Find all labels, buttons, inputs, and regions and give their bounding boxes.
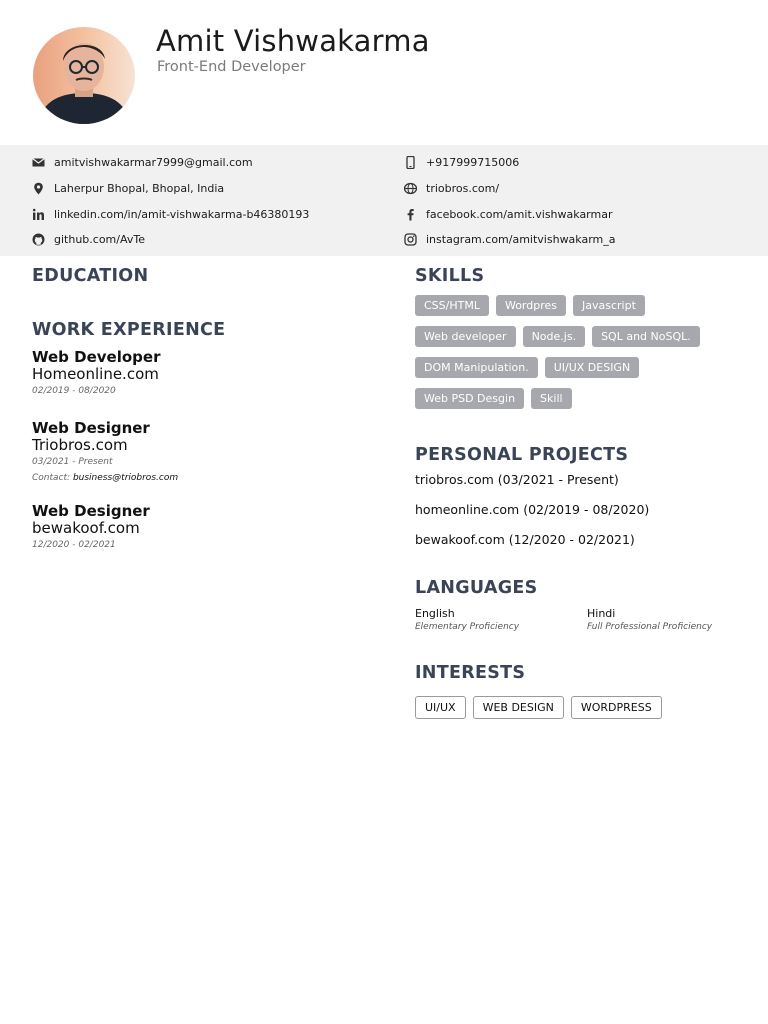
resume-header <box>0 0 768 145</box>
facebook-text[interactable]: facebook.com/amit.vishwakarmar <box>426 207 613 221</box>
skill-tag: SQL and NoSQL. <box>592 326 700 347</box>
avatar <box>33 27 135 124</box>
language-level: Full Professional Proficiency <box>587 622 713 632</box>
personal-projects-heading: PERSONAL PROJECTS <box>415 445 629 465</box>
candidate-role: Front-End Developer <box>157 59 306 75</box>
website-text[interactable]: triobros.com/ <box>426 181 500 195</box>
contact-facebook[interactable] <box>404 206 613 222</box>
work-experience-heading: WORK EXPERIENCE <box>32 320 226 340</box>
job-title: Web Designer <box>32 502 150 520</box>
location-pin-icon <box>32 182 45 195</box>
job-contact <box>32 473 178 483</box>
language-name: Hindi <box>587 607 616 620</box>
skill-row <box>415 326 735 347</box>
linkedin-icon <box>32 208 45 221</box>
project-item: bewakoof.com (12/2020 - 02/2021) <box>415 532 635 547</box>
phone-text[interactable]: +917999715006 <box>426 155 520 169</box>
envelope-icon <box>32 156 45 169</box>
interest-tag: UI/UX <box>415 696 466 719</box>
skills-list <box>415 295 735 419</box>
skill-tag: UI/UX DESIGN <box>545 357 639 378</box>
job-dates: 02/2019 - 08/2020 <box>32 386 116 396</box>
skill-tag: DOM Manipulation. <box>415 357 538 378</box>
address-text: Laherpur Bhopal, Bhopal, India <box>54 181 225 195</box>
job-company: Homeonline.com <box>32 365 159 383</box>
skill-tag: Web PSD Desgin <box>415 388 524 409</box>
skill-tag: Wordpres <box>496 295 566 316</box>
project-item: triobros.com (03/2021 - Present) <box>415 472 619 487</box>
contact-phone[interactable] <box>404 154 519 170</box>
facebook-icon <box>404 208 417 221</box>
contact-github[interactable] <box>32 231 145 247</box>
job-company: bewakoof.com <box>32 519 140 537</box>
language-level: Elementary Proficiency <box>415 622 520 632</box>
job-company: Triobros.com <box>32 436 128 454</box>
skill-tag: Javascript <box>573 295 645 316</box>
phone-icon <box>404 156 417 169</box>
skill-row <box>415 357 735 378</box>
interests-heading: INTERESTS <box>415 663 526 683</box>
job-dates: 03/2021 - Present <box>32 457 113 467</box>
skill-row <box>415 388 735 409</box>
job-title: Web Developer <box>32 348 161 366</box>
interests-list <box>415 696 669 719</box>
languages-heading: LANGUAGES <box>415 578 538 598</box>
github-text[interactable]: github.com/AvTe <box>54 232 145 246</box>
interest-tag: WORDPRESS <box>571 696 662 719</box>
contact-linkedin[interactable] <box>32 206 309 222</box>
skill-tag: Web developer <box>415 326 516 347</box>
job-title: Web Designer <box>32 419 150 437</box>
contact-address <box>32 180 224 196</box>
job-dates: 12/2020 - 02/2021 <box>32 540 116 550</box>
language-name: English <box>415 607 455 620</box>
contact-instagram[interactable] <box>404 231 616 247</box>
job-contact-label: Contact: <box>32 473 71 483</box>
skill-tag: Skill <box>531 388 572 409</box>
avatar-photo <box>33 27 135 124</box>
email-text[interactable]: amitvishwakarmar7999@gmail.com <box>54 155 253 169</box>
project-item: homeonline.com (02/2019 - 08/2020) <box>415 502 650 517</box>
interest-tag: WEB DESIGN <box>473 696 564 719</box>
linkedin-text[interactable]: linkedin.com/in/amit-vishwakarma-b46380193 <box>54 207 310 221</box>
skill-tag: Node.js. <box>523 326 586 347</box>
education-heading: EDUCATION <box>32 266 149 286</box>
candidate-name: Amit Vishwakarma <box>156 24 430 58</box>
skills-heading: SKILLS <box>415 266 485 286</box>
job-contact-email[interactable]: business@triobros.com <box>72 473 179 483</box>
skill-tag: CSS/HTML <box>415 295 489 316</box>
contact-website[interactable] <box>404 180 499 196</box>
skill-row <box>415 295 735 316</box>
contact-email[interactable] <box>32 154 253 170</box>
github-icon <box>32 233 45 246</box>
globe-icon <box>404 182 417 195</box>
instagram-text[interactable]: instagram.com/amitvishwakarm_a <box>426 232 616 246</box>
instagram-icon <box>404 233 417 246</box>
